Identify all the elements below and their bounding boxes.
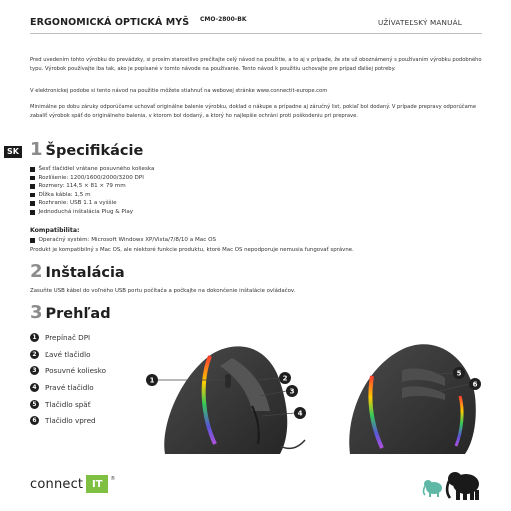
list-item: 4 Pravé tlačidlo (30, 379, 150, 396)
compatibility-list (30, 236, 370, 245)
header-divider (30, 33, 482, 34)
section-number: 2 (30, 261, 43, 282)
section-specifications-heading (30, 140, 143, 162)
overview-list (30, 329, 150, 429)
bullet-square-icon (30, 184, 35, 189)
logo-registered: ® (110, 476, 116, 482)
section-number: 3 (30, 302, 43, 323)
intro-paragraph-1: Pred uvedením tohto výrobku do prevádzky, si prosím starostlivo prečítajte celý návod na použitie, a to aj v prípade, že ste už oboznámený s používaním výrobku podobného typu. Výrobok používajte iba tak, ako je popísané v tomto návode na používanie. Tento návod k použitiu uchovajte pre prípad ďalšej potreby. (30, 57, 482, 72)
callout-label-1: 1 (149, 376, 155, 385)
mouse-side-view (349, 344, 476, 454)
number-badge: 4 (30, 383, 39, 392)
mouse-diagram (140, 336, 510, 466)
logo-box: IT (86, 475, 108, 493)
installation-text: Zasuňte USB kábel do voľného USB portu počítača a počkajte na dokončenie inštalácie ovládačov. (30, 288, 296, 294)
section-overview-heading (30, 303, 111, 325)
callout-label-3: 3 (289, 387, 295, 396)
number-badge: 6 (30, 416, 39, 425)
model-number: CMO-2800-BK (200, 16, 247, 23)
section-number: 1 (30, 139, 43, 160)
list-item: Dĺžka kábla: 1,5 m (30, 191, 370, 200)
callout-label-5: 5 (456, 369, 462, 378)
number-badge: 2 (30, 350, 39, 359)
list-item: 6 Tlačidlo vpred (30, 412, 150, 429)
list-item: Jednoduchá inštalácia Plug & Play (30, 208, 370, 217)
callout-label-6: 6 (472, 380, 478, 389)
number-badge: 1 (30, 333, 39, 342)
logo-text: connect (30, 476, 84, 492)
list-item: Rozmery: 114,5 × 81 × 79 mm (30, 182, 370, 191)
bullet-square-icon (30, 201, 35, 206)
mouse-front-view (164, 346, 305, 454)
bullet-square-icon (30, 193, 35, 198)
specifications-list (30, 165, 370, 217)
bullet-square-icon (30, 210, 35, 215)
bullet-square-icon (30, 238, 35, 243)
callout-label-2: 2 (282, 374, 288, 383)
list-item: Rozhranie: USB 1.1 a vyššie (30, 199, 370, 208)
section-installation-heading (30, 262, 125, 284)
list-item: 2 Ľavé tlačidlo (30, 346, 150, 363)
product-title: ERGONOMICKÁ OPTICKÁ MYŠ (30, 17, 190, 28)
bullet-square-icon (30, 176, 35, 181)
list-item: Operačný systém: Microsoft Windows XP/Vista/7/8/10 a Mac OS (30, 236, 370, 245)
number-badge: 3 (30, 366, 39, 375)
intro-paragraph-3: Minimálne po dobu záruky odporúčame uchovať originálne balenie výrobku, doklad o nákupe a prípadne aj záručný list, pokiaľ bol dodaný. V prípade prepravy odporúčame zabaliť výrobok späť do originálneho balenia, v ktorom bol dodaný, a ktorý ho najlepšie ochráni proti poškodeniu pri preprave. (30, 104, 477, 119)
small-elephant-icon (424, 480, 443, 497)
list-item: 5 Tlačidlo späť (30, 396, 150, 413)
section-title: Špecifikácie (45, 143, 144, 159)
intro-paragraph-2: V elektronickej podobe si tento návod na použitie môžete stiahnuť na webovej stránke www.connectit-europe.com (30, 88, 328, 94)
callout-label-4: 4 (297, 409, 303, 418)
list-item: 1 Prepínač DPI (30, 329, 150, 346)
number-badge: 5 (30, 400, 39, 409)
section-title: Prehľad (45, 306, 111, 322)
language-badge: SK (4, 146, 22, 158)
manual-label: UŽÍVATEĽSKÝ MANUÁL (378, 18, 462, 27)
list-item: Šesť tlačidiel vrátane posuvného kolieska (30, 165, 370, 174)
compatibility-title: Kompatibilita: (30, 227, 80, 234)
list-item: 3 Posuvné koliesko (30, 362, 150, 379)
bullet-square-icon (30, 167, 35, 172)
list-item: Rozlíšenie: 1200/1600/2000/3200 DPI (30, 174, 370, 183)
section-title: Inštalácia (45, 265, 125, 281)
large-elephant-icon (447, 472, 479, 500)
brand-logo (30, 473, 115, 495)
compatibility-note: Produkt je kompatibilný s Mac OS, ale niektoré funkcie produktu, ktoré Mac OS nepodporuje nemusia fungovať správne. (30, 247, 354, 253)
elephant-icon (422, 466, 484, 502)
